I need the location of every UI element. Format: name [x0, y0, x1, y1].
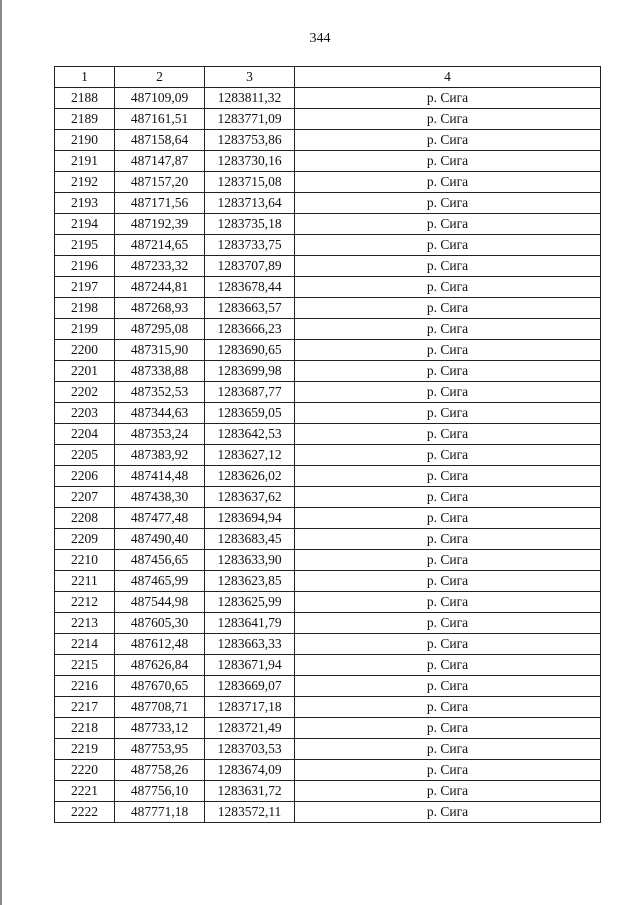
table-row: [55, 382, 601, 403]
table-row: [55, 109, 601, 130]
description-cell: р. Сига: [295, 382, 601, 403]
point-number-cell: 2196: [55, 256, 115, 277]
description-cell: р. Сига: [295, 88, 601, 109]
table-row: [55, 571, 601, 592]
description-cell: р. Сига: [295, 298, 601, 319]
table-header-row: [55, 67, 601, 88]
x-coordinate-cell: 487733,12: [115, 718, 205, 739]
x-coordinate-cell: 487465,99: [115, 571, 205, 592]
point-number-cell: 2189: [55, 109, 115, 130]
y-coordinate-cell: 1283703,53: [205, 739, 295, 760]
x-coordinate-cell: 487414,48: [115, 466, 205, 487]
x-coordinate-cell: 487157,20: [115, 172, 205, 193]
x-coordinate-cell: 487353,24: [115, 424, 205, 445]
x-coordinate-cell: 487753,95: [115, 739, 205, 760]
table-row: [55, 172, 601, 193]
point-number-cell: 2217: [55, 697, 115, 718]
y-coordinate-cell: 1283753,86: [205, 130, 295, 151]
x-coordinate-cell: 487670,65: [115, 676, 205, 697]
column-header: 2: [115, 67, 205, 88]
point-number-cell: 2199: [55, 319, 115, 340]
table-row: [55, 445, 601, 466]
table-row: [55, 214, 601, 235]
x-coordinate-cell: 487109,09: [115, 88, 205, 109]
point-number-cell: 2188: [55, 88, 115, 109]
y-coordinate-cell: 1283671,94: [205, 655, 295, 676]
description-cell: р. Сига: [295, 403, 601, 424]
y-coordinate-cell: 1283678,44: [205, 277, 295, 298]
description-cell: р. Сига: [295, 676, 601, 697]
y-coordinate-cell: 1283641,79: [205, 613, 295, 634]
point-number-cell: 2209: [55, 529, 115, 550]
table-row: [55, 88, 601, 109]
table-row: [55, 466, 601, 487]
point-number-cell: 2214: [55, 634, 115, 655]
point-number-cell: 2221: [55, 781, 115, 802]
x-coordinate-cell: 487477,48: [115, 508, 205, 529]
x-coordinate-cell: 487233,32: [115, 256, 205, 277]
table-row: [55, 508, 601, 529]
description-cell: р. Сига: [295, 718, 601, 739]
page-number: 344: [309, 31, 331, 46]
point-number-cell: 2198: [55, 298, 115, 319]
description-cell: р. Сига: [295, 739, 601, 760]
table-row: [55, 718, 601, 739]
description-cell: р. Сига: [295, 235, 601, 256]
point-number-cell: 2208: [55, 508, 115, 529]
point-number-cell: 2216: [55, 676, 115, 697]
x-coordinate-cell: 487456,65: [115, 550, 205, 571]
description-cell: р. Сига: [295, 445, 601, 466]
table-row: [55, 487, 601, 508]
x-coordinate-cell: 487490,40: [115, 529, 205, 550]
y-coordinate-cell: 1283626,02: [205, 466, 295, 487]
y-coordinate-cell: 1283771,09: [205, 109, 295, 130]
x-coordinate-cell: 487344,63: [115, 403, 205, 424]
y-coordinate-cell: 1283707,89: [205, 256, 295, 277]
table-row: [55, 613, 601, 634]
point-number-cell: 2195: [55, 235, 115, 256]
table-row: [55, 676, 601, 697]
point-number-cell: 2204: [55, 424, 115, 445]
y-coordinate-cell: 1283572,11: [205, 802, 295, 823]
column-header: 3: [205, 67, 295, 88]
table-row: [55, 235, 601, 256]
y-coordinate-cell: 1283663,33: [205, 634, 295, 655]
table-row: [55, 361, 601, 382]
table-row: [55, 340, 601, 361]
x-coordinate-cell: 487268,93: [115, 298, 205, 319]
point-number-cell: 2212: [55, 592, 115, 613]
x-coordinate-cell: 487758,26: [115, 760, 205, 781]
point-number-cell: 2220: [55, 760, 115, 781]
point-number-cell: 2219: [55, 739, 115, 760]
description-cell: р. Сига: [295, 802, 601, 823]
description-cell: р. Сига: [295, 655, 601, 676]
x-coordinate-cell: 487295,08: [115, 319, 205, 340]
point-number-cell: 2222: [55, 802, 115, 823]
x-coordinate-cell: 487315,90: [115, 340, 205, 361]
x-coordinate-cell: 487708,71: [115, 697, 205, 718]
table-row: [55, 193, 601, 214]
y-coordinate-cell: 1283730,16: [205, 151, 295, 172]
x-coordinate-cell: 487338,88: [115, 361, 205, 382]
column-header: 1: [55, 67, 115, 88]
table-row: [55, 550, 601, 571]
description-cell: р. Сига: [295, 130, 601, 151]
x-coordinate-cell: 487544,98: [115, 592, 205, 613]
description-cell: р. Сига: [295, 613, 601, 634]
y-coordinate-cell: 1283642,53: [205, 424, 295, 445]
y-coordinate-cell: 1283659,05: [205, 403, 295, 424]
point-number-cell: 2207: [55, 487, 115, 508]
x-coordinate-cell: 487214,65: [115, 235, 205, 256]
y-coordinate-cell: 1283715,08: [205, 172, 295, 193]
y-coordinate-cell: 1283674,09: [205, 760, 295, 781]
y-coordinate-cell: 1283699,98: [205, 361, 295, 382]
x-coordinate-cell: 487383,92: [115, 445, 205, 466]
point-number-cell: 2193: [55, 193, 115, 214]
y-coordinate-cell: 1283666,23: [205, 319, 295, 340]
point-number-cell: 2197: [55, 277, 115, 298]
description-cell: р. Сига: [295, 781, 601, 802]
y-coordinate-cell: 1283663,57: [205, 298, 295, 319]
x-coordinate-cell: 487438,30: [115, 487, 205, 508]
x-coordinate-cell: 487244,81: [115, 277, 205, 298]
table-row: [55, 319, 601, 340]
y-coordinate-cell: 1283690,65: [205, 340, 295, 361]
y-coordinate-cell: 1283683,45: [205, 529, 295, 550]
x-coordinate-cell: 487612,48: [115, 634, 205, 655]
description-cell: р. Сига: [295, 361, 601, 382]
point-number-cell: 2202: [55, 382, 115, 403]
point-number-cell: 2218: [55, 718, 115, 739]
point-number-cell: 2215: [55, 655, 115, 676]
y-coordinate-cell: 1283633,90: [205, 550, 295, 571]
y-coordinate-cell: 1283625,99: [205, 592, 295, 613]
x-coordinate-cell: 487147,87: [115, 151, 205, 172]
y-coordinate-cell: 1283623,85: [205, 571, 295, 592]
description-cell: р. Сига: [295, 424, 601, 445]
table-row: [55, 424, 601, 445]
description-cell: р. Сига: [295, 277, 601, 298]
x-coordinate-cell: 487161,51: [115, 109, 205, 130]
point-number-cell: 2210: [55, 550, 115, 571]
y-coordinate-cell: 1283811,32: [205, 88, 295, 109]
table-row: [55, 781, 601, 802]
table-row: [55, 277, 601, 298]
table-row: [55, 403, 601, 424]
x-coordinate-cell: 487352,53: [115, 382, 205, 403]
y-coordinate-cell: 1283631,72: [205, 781, 295, 802]
point-number-cell: 2190: [55, 130, 115, 151]
table-row: [55, 298, 601, 319]
point-number-cell: 2194: [55, 214, 115, 235]
description-cell: р. Сига: [295, 529, 601, 550]
page-edge: [0, 0, 2, 905]
table-row: [55, 760, 601, 781]
point-number-cell: 2206: [55, 466, 115, 487]
table-row: [55, 739, 601, 760]
point-number-cell: 2201: [55, 361, 115, 382]
x-coordinate-cell: 487756,10: [115, 781, 205, 802]
description-cell: р. Сига: [295, 592, 601, 613]
x-coordinate-cell: 487192,39: [115, 214, 205, 235]
point-number-cell: 2200: [55, 340, 115, 361]
table-row: [55, 529, 601, 550]
description-cell: р. Сига: [295, 697, 601, 718]
table-row: [55, 151, 601, 172]
description-cell: р. Сига: [295, 466, 601, 487]
description-cell: р. Сига: [295, 172, 601, 193]
description-cell: р. Сига: [295, 487, 601, 508]
description-cell: р. Сига: [295, 550, 601, 571]
coordinates-table: [54, 66, 601, 823]
table-row: [55, 592, 601, 613]
y-coordinate-cell: 1283717,18: [205, 697, 295, 718]
y-coordinate-cell: 1283669,07: [205, 676, 295, 697]
table-row: [55, 655, 601, 676]
point-number-cell: 2203: [55, 403, 115, 424]
description-cell: р. Сига: [295, 214, 601, 235]
x-coordinate-cell: 487771,18: [115, 802, 205, 823]
description-cell: р. Сига: [295, 151, 601, 172]
description-cell: р. Сига: [295, 571, 601, 592]
y-coordinate-cell: 1283733,75: [205, 235, 295, 256]
point-number-cell: 2211: [55, 571, 115, 592]
y-coordinate-cell: 1283694,94: [205, 508, 295, 529]
y-coordinate-cell: 1283735,18: [205, 214, 295, 235]
y-coordinate-cell: 1283713,64: [205, 193, 295, 214]
description-cell: р. Сига: [295, 109, 601, 130]
y-coordinate-cell: 1283721,49: [205, 718, 295, 739]
x-coordinate-cell: 487605,30: [115, 613, 205, 634]
table-row: [55, 256, 601, 277]
point-number-cell: 2213: [55, 613, 115, 634]
x-coordinate-cell: 487158,64: [115, 130, 205, 151]
table-body: [55, 88, 601, 823]
table-row: [55, 697, 601, 718]
x-coordinate-cell: 487626,84: [115, 655, 205, 676]
table-row: [55, 802, 601, 823]
y-coordinate-cell: 1283637,62: [205, 487, 295, 508]
description-cell: р. Сига: [295, 760, 601, 781]
column-header: 4: [295, 67, 601, 88]
description-cell: р. Сига: [295, 340, 601, 361]
table-row: [55, 634, 601, 655]
point-number-cell: 2205: [55, 445, 115, 466]
description-cell: р. Сига: [295, 508, 601, 529]
x-coordinate-cell: 487171,56: [115, 193, 205, 214]
y-coordinate-cell: 1283627,12: [205, 445, 295, 466]
y-coordinate-cell: 1283687,77: [205, 382, 295, 403]
point-number-cell: 2191: [55, 151, 115, 172]
description-cell: р. Сига: [295, 193, 601, 214]
description-cell: р. Сига: [295, 319, 601, 340]
table-row: [55, 130, 601, 151]
point-number-cell: 2192: [55, 172, 115, 193]
description-cell: р. Сига: [295, 256, 601, 277]
description-cell: р. Сига: [295, 634, 601, 655]
